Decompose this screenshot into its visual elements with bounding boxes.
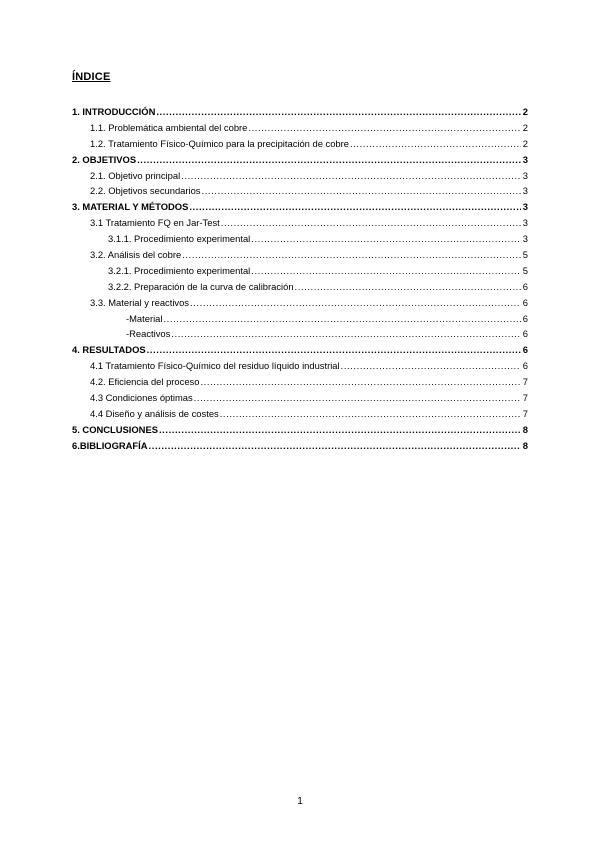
toc-entry-label: 3.2.2. Preparación de la curva de calibración bbox=[108, 280, 294, 292]
toc-entry[interactable] bbox=[72, 152, 528, 168]
toc-dot-leader bbox=[171, 326, 521, 342]
toc-entry-page: 3 bbox=[522, 169, 528, 181]
toc-entry-label: -Material bbox=[126, 312, 163, 324]
toc-entry-label: 4.2. Eficiencia del proceso bbox=[90, 376, 200, 388]
toc-entry[interactable] bbox=[72, 136, 528, 152]
toc-entry-label: 4. RESULTADOS bbox=[72, 344, 146, 356]
toc-entry[interactable] bbox=[72, 183, 528, 199]
toc-entry-page: 6 bbox=[522, 312, 528, 324]
toc-entry[interactable] bbox=[72, 231, 528, 247]
toc-entry-page: 3 bbox=[522, 201, 528, 213]
toc-entry[interactable] bbox=[72, 247, 528, 263]
toc-entry-label: 3.1.1. Procedimiento experimental bbox=[108, 233, 251, 245]
toc-entry-label: 6.BIBLIOGRAFÍA bbox=[72, 439, 148, 451]
toc-dot-leader bbox=[156, 104, 521, 120]
toc-entry-page: 6 bbox=[522, 296, 528, 308]
toc-entry-label: 4.1 Tratamiento Físico-Químico del residuo líquido industrial bbox=[90, 360, 340, 372]
toc-entry-label: 2. OBJETIVOS bbox=[72, 153, 137, 165]
toc-dot-leader bbox=[149, 438, 521, 454]
toc-entry-page: 2 bbox=[522, 137, 528, 149]
toc-entry-page: 6 bbox=[522, 328, 528, 340]
page-number: 1 bbox=[297, 796, 303, 807]
toc-dot-leader bbox=[163, 311, 521, 327]
toc-entry-page: 7 bbox=[522, 407, 528, 419]
toc-entry[interactable] bbox=[72, 311, 528, 327]
toc-entry-page: 6 bbox=[522, 344, 528, 356]
toc-dot-leader bbox=[221, 215, 521, 231]
toc-dot-leader bbox=[350, 136, 521, 152]
toc-dot-leader bbox=[201, 183, 521, 199]
toc-entry-page: 5 bbox=[522, 264, 528, 276]
toc-entry-page: 2 bbox=[522, 106, 528, 117]
toc-entry-page: 3 bbox=[522, 233, 528, 245]
toc-entry[interactable] bbox=[72, 326, 528, 342]
toc-entry-page: 3 bbox=[522, 217, 528, 229]
toc-dot-leader bbox=[190, 295, 521, 311]
toc-entry-page: 5 bbox=[522, 249, 528, 261]
toc-entry[interactable] bbox=[72, 374, 528, 390]
toc-entry[interactable] bbox=[72, 438, 528, 454]
toc-entry[interactable] bbox=[72, 295, 528, 311]
toc-entry[interactable] bbox=[72, 390, 528, 406]
toc-entry-page: 8 bbox=[522, 423, 528, 435]
toc-entry[interactable] bbox=[72, 215, 528, 231]
toc-dot-leader bbox=[341, 358, 521, 374]
toc-dot-leader bbox=[194, 390, 521, 406]
toc-dot-leader bbox=[295, 279, 521, 295]
toc-dot-leader bbox=[182, 247, 521, 263]
toc-entry-page: 7 bbox=[522, 376, 528, 388]
toc-title: ÍNDICE bbox=[72, 71, 111, 83]
toc-entry-label: 1. INTRODUCCIÓN bbox=[72, 106, 156, 117]
toc-entry[interactable] bbox=[72, 358, 528, 374]
toc-entry-label: 4.3 Condiciones óptimas bbox=[90, 392, 193, 404]
toc-entry[interactable] bbox=[72, 120, 528, 136]
toc-entry-label: -Reactivos bbox=[126, 328, 171, 340]
table-of-contents bbox=[72, 104, 528, 454]
toc-dot-leader bbox=[181, 168, 521, 184]
toc-dot-leader bbox=[200, 374, 521, 390]
toc-entry[interactable] bbox=[72, 263, 528, 279]
toc-entry-label: 4.4 Diseño y análisis de costes bbox=[90, 407, 219, 419]
toc-entry[interactable] bbox=[72, 406, 528, 422]
toc-entry-label: 1.2. Tratamiento Físico-Químico para la precipitación de cobre bbox=[90, 137, 349, 149]
toc-entry-label: 1.1. Problemática ambiental del cobre bbox=[90, 121, 248, 133]
toc-entry-label: 3.1 Tratamiento FQ en Jar-Test bbox=[90, 217, 220, 229]
toc-entry-label: 5. CONCLUSIONES bbox=[72, 423, 158, 435]
toc-dot-leader bbox=[137, 152, 521, 168]
toc-entry[interactable] bbox=[72, 422, 528, 438]
toc-entry-page: 2 bbox=[522, 121, 528, 133]
toc-dot-leader bbox=[189, 199, 521, 215]
toc-entry[interactable] bbox=[72, 199, 528, 215]
toc-entry[interactable] bbox=[72, 279, 528, 295]
toc-dot-leader bbox=[251, 231, 521, 247]
toc-entry-label: 3.3. Material y reactivos bbox=[90, 296, 189, 308]
toc-entry-page: 8 bbox=[522, 439, 528, 451]
toc-entry-label: 3. MATERIAL Y MÉTODOS bbox=[72, 201, 189, 213]
toc-dot-leader bbox=[248, 120, 521, 136]
toc-entry-label: 3.2.1. Procedimiento experimental bbox=[108, 264, 251, 276]
toc-entry-page: 6 bbox=[522, 280, 528, 292]
toc-entry-page: 3 bbox=[522, 185, 528, 197]
toc-entry-page: 7 bbox=[522, 392, 528, 404]
toc-dot-leader bbox=[147, 342, 521, 358]
toc-entry[interactable] bbox=[72, 168, 528, 184]
toc-entry-page: 6 bbox=[522, 360, 528, 372]
toc-entry-page: 3 bbox=[522, 153, 528, 165]
toc-entry-label: 2.2. Objetivos secundarios bbox=[90, 185, 201, 197]
toc-dot-leader bbox=[251, 263, 521, 279]
toc-dot-leader bbox=[159, 422, 521, 438]
toc-dot-leader bbox=[220, 406, 521, 422]
toc-entry[interactable] bbox=[72, 342, 528, 358]
toc-entry-label: 3.2. Análisis del cobre bbox=[90, 249, 182, 261]
toc-entry-label: 2.1. Objetivo principal bbox=[90, 169, 181, 181]
toc-entry[interactable] bbox=[72, 104, 528, 120]
